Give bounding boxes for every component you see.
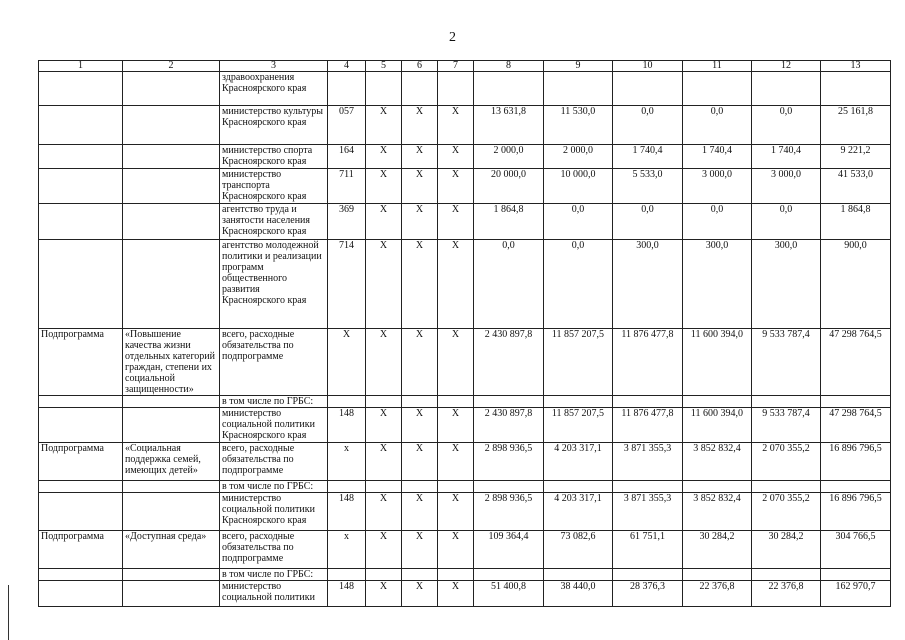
table-cell: 11 530,0 (544, 106, 613, 145)
table-cell: 162 970,7 (821, 581, 891, 607)
table-cell (366, 72, 402, 106)
table-cell: 9 533 787,4 (752, 408, 821, 443)
table-cell: 0,0 (683, 204, 752, 240)
table-cell: здравоохранения Красноярского края (220, 72, 328, 106)
table-cell: 3 000,0 (752, 169, 821, 204)
table-cell (438, 569, 474, 581)
table-cell: 51 400,8 (474, 581, 544, 607)
table-cell: Х (366, 240, 402, 329)
table-cell (752, 569, 821, 581)
header-cell: 13 (821, 61, 891, 72)
table-cell: министерство социальной политики Красноярского края (220, 493, 328, 531)
table-cell (683, 481, 752, 493)
table-cell: министерство спорта Красноярского края (220, 145, 328, 169)
table-cell: Х (402, 443, 438, 481)
table-cell: 2 070 355,2 (752, 493, 821, 531)
table-cell: 0,0 (613, 106, 683, 145)
table-cell: Подпрограмма (39, 329, 123, 396)
table-cell (821, 481, 891, 493)
table-cell (39, 72, 123, 106)
table-cell: министерство социальной политики (220, 581, 328, 607)
table-cell: 300,0 (613, 240, 683, 329)
table-cell: в том числе по ГРБС: (220, 569, 328, 581)
table-cell (39, 240, 123, 329)
table-cell: 3 852 832,4 (683, 443, 752, 481)
table-cell: 0,0 (544, 240, 613, 329)
table-cell: 2 430 897,8 (474, 408, 544, 443)
header-cell: 10 (613, 61, 683, 72)
table-cell: 16 896 796,5 (821, 493, 891, 531)
table-cell: 10 000,0 (544, 169, 613, 204)
table-cell: 25 161,8 (821, 106, 891, 145)
table-cell: Х (366, 204, 402, 240)
table-cell (366, 569, 402, 581)
table-cell: министерство культуры Красноярского края (220, 106, 328, 145)
table-cell: в том числе по ГРБС: (220, 396, 328, 408)
table-cell: в том числе по ГРБС: (220, 481, 328, 493)
table-cell: 1 740,4 (613, 145, 683, 169)
table-cell (39, 569, 123, 581)
table-cell: 0,0 (683, 106, 752, 145)
table-cell (683, 569, 752, 581)
table-cell: 0,0 (752, 204, 821, 240)
table-cell (39, 169, 123, 204)
table-cell: 3 871 355,3 (613, 493, 683, 531)
table-cell (39, 396, 123, 408)
table-cell (39, 493, 123, 531)
table-cell (123, 204, 220, 240)
table-cell: «Доступная среда» (123, 531, 220, 569)
table-cell: Х (438, 204, 474, 240)
header-cell: 12 (752, 61, 821, 72)
table-cell: 1 864,8 (821, 204, 891, 240)
table-cell (752, 396, 821, 408)
table-cell: Х (366, 493, 402, 531)
table-cell: 73 082,6 (544, 531, 613, 569)
table-cell (821, 72, 891, 106)
table-cell (821, 569, 891, 581)
table-cell (438, 72, 474, 106)
table-row (39, 329, 891, 396)
table-cell (123, 493, 220, 531)
table-cell: 38 440,0 (544, 581, 613, 607)
table-cell: Х (328, 329, 366, 396)
table-cell: 164 (328, 145, 366, 169)
table-cell: 11 876 477,8 (613, 408, 683, 443)
header-cell: 6 (402, 61, 438, 72)
table-cell: 148 (328, 408, 366, 443)
table-cell (123, 72, 220, 106)
table-cell: 20 000,0 (474, 169, 544, 204)
table-cell (123, 408, 220, 443)
table-cell (366, 396, 402, 408)
table-cell (123, 481, 220, 493)
table-cell: всего, расходные обязательства по подпрограмме (220, 443, 328, 481)
table-cell (39, 106, 123, 145)
table-cell: 109 364,4 (474, 531, 544, 569)
table-cell (402, 72, 438, 106)
table-cell (123, 145, 220, 169)
table-cell: Х (366, 169, 402, 204)
table-row (39, 581, 891, 607)
table-cell (123, 169, 220, 204)
table-cell: 0,0 (613, 204, 683, 240)
table-cell (123, 569, 220, 581)
table-cell: Х (366, 408, 402, 443)
table-cell: 2 898 936,5 (474, 443, 544, 481)
table-cell: Х (438, 493, 474, 531)
table-cell: 11 876 477,8 (613, 329, 683, 396)
table-cell: Х (402, 408, 438, 443)
table-cell: 0,0 (752, 106, 821, 145)
table-cell: Х (402, 493, 438, 531)
table-row (39, 240, 891, 329)
table-cell: 300,0 (752, 240, 821, 329)
table-cell (123, 396, 220, 408)
table-cell: Х (438, 408, 474, 443)
table-cell (123, 240, 220, 329)
header-cell: 7 (438, 61, 474, 72)
table-cell (544, 72, 613, 106)
table-cell (474, 481, 544, 493)
header-cell: 1 (39, 61, 123, 72)
table-cell (402, 569, 438, 581)
table-cell: 28 376,3 (613, 581, 683, 607)
table-cell (544, 481, 613, 493)
header-cell: 9 (544, 61, 613, 72)
table-cell: Х (366, 145, 402, 169)
table-cell (328, 72, 366, 106)
table-cell (328, 396, 366, 408)
table-cell: 0,0 (544, 204, 613, 240)
table-cell: 4 203 317,1 (544, 493, 613, 531)
table-cell: 057 (328, 106, 366, 145)
table-cell: Х (402, 581, 438, 607)
table-cell: Х (366, 443, 402, 481)
table-cell: «Социальная поддержка семей, имеющих детей» (123, 443, 220, 481)
table-cell (402, 396, 438, 408)
table-cell: 30 284,2 (752, 531, 821, 569)
header-cell: 3 (220, 61, 328, 72)
table-cell: агентство труда и занятости населения Красноярского края (220, 204, 328, 240)
table-cell (544, 569, 613, 581)
table-cell: Подпрограмма (39, 443, 123, 481)
table-cell (474, 569, 544, 581)
table-row (39, 531, 891, 569)
table-cell (123, 581, 220, 607)
table-cell: 9 533 787,4 (752, 329, 821, 396)
table-row (39, 396, 891, 408)
table-cell: х (328, 531, 366, 569)
table-cell (39, 145, 123, 169)
table-cell: 3 000,0 (683, 169, 752, 204)
table-cell: всего, расходные обязательства по подпрограмме (220, 329, 328, 396)
table-row (39, 481, 891, 493)
table-cell: Х (438, 443, 474, 481)
table-cell: 369 (328, 204, 366, 240)
table-cell (474, 72, 544, 106)
table-cell: 2 000,0 (544, 145, 613, 169)
header-cell: 5 (366, 61, 402, 72)
table-cell: 2 898 936,5 (474, 493, 544, 531)
table-cell: 4 203 317,1 (544, 443, 613, 481)
margin-line (8, 585, 9, 640)
table-cell (402, 481, 438, 493)
table-cell: 5 533,0 (613, 169, 683, 204)
table-cell (752, 481, 821, 493)
table-cell: 900,0 (821, 240, 891, 329)
header-cell: 2 (123, 61, 220, 72)
table-cell: 0,0 (474, 240, 544, 329)
table-cell: 2 070 355,2 (752, 443, 821, 481)
table-row (39, 493, 891, 531)
table-cell: 22 376,8 (683, 581, 752, 607)
page-number: 2 (449, 30, 456, 45)
header-cell: 4 (328, 61, 366, 72)
table-cell: министерство транспорта Красноярского края (220, 169, 328, 204)
table-cell (821, 396, 891, 408)
table-cell: Х (402, 240, 438, 329)
table-cell (613, 72, 683, 106)
table-cell: Х (438, 145, 474, 169)
table-row (39, 204, 891, 240)
table-row (39, 569, 891, 581)
table-cell: Х (402, 145, 438, 169)
table-row (39, 106, 891, 145)
budget-table (38, 60, 891, 607)
table-cell (438, 396, 474, 408)
table-cell: Х (402, 106, 438, 145)
table-cell (752, 72, 821, 106)
header-cell: 8 (474, 61, 544, 72)
table-cell: 3 871 355,3 (613, 443, 683, 481)
table-cell: 1 864,8 (474, 204, 544, 240)
table-cell: Х (438, 169, 474, 204)
table-cell: 300,0 (683, 240, 752, 329)
table-cell: 148 (328, 581, 366, 607)
header-row (39, 61, 891, 72)
table-cell (613, 481, 683, 493)
table-cell: х (328, 443, 366, 481)
table-cell (123, 106, 220, 145)
table-cell: Х (438, 240, 474, 329)
table-cell: 16 896 796,5 (821, 443, 891, 481)
table-cell: Х (402, 531, 438, 569)
table-cell (613, 569, 683, 581)
table-cell: «Повышение качества жизни отдельных категорий граждан, степени их социальной защищенности» (123, 329, 220, 396)
table-cell (39, 581, 123, 607)
table-cell: Х (366, 106, 402, 145)
table-cell: Х (366, 581, 402, 607)
table-cell: 47 298 764,5 (821, 329, 891, 396)
table-row (39, 443, 891, 481)
table-cell: 11 857 207,5 (544, 408, 613, 443)
table-cell: 3 852 832,4 (683, 493, 752, 531)
table-cell: 9 221,2 (821, 145, 891, 169)
table-cell: 1 740,4 (683, 145, 752, 169)
table-cell (328, 569, 366, 581)
table-cell: министерство социальной политики Красноярского края (220, 408, 328, 443)
table-cell: Х (366, 531, 402, 569)
table-cell (39, 204, 123, 240)
table-cell: 2 430 897,8 (474, 329, 544, 396)
table-cell: Х (438, 106, 474, 145)
table-cell (544, 396, 613, 408)
table-cell: 22 376,8 (752, 581, 821, 607)
table-cell: 148 (328, 493, 366, 531)
table-cell: Х (402, 169, 438, 204)
table-cell (613, 396, 683, 408)
table-cell: 714 (328, 240, 366, 329)
table-cell: 711 (328, 169, 366, 204)
table-cell (683, 72, 752, 106)
table-cell: 41 533,0 (821, 169, 891, 204)
table-cell (328, 481, 366, 493)
table-cell: 61 751,1 (613, 531, 683, 569)
table-row (39, 408, 891, 443)
table-cell: Х (438, 581, 474, 607)
table-cell (683, 396, 752, 408)
table-row (39, 145, 891, 169)
table-cell (39, 481, 123, 493)
header-cell: 11 (683, 61, 752, 72)
table-cell: 30 284,2 (683, 531, 752, 569)
table-cell: 11 600 394,0 (683, 329, 752, 396)
table-cell: Х (402, 204, 438, 240)
table-cell: 13 631,8 (474, 106, 544, 145)
table-cell (438, 481, 474, 493)
table-cell (474, 396, 544, 408)
table-row (39, 72, 891, 106)
table-cell: Х (402, 329, 438, 396)
table-cell: агентство молодежной политики и реализации программ общественного развития Красноярского края (220, 240, 328, 329)
table-cell: Х (438, 329, 474, 396)
table-cell (366, 481, 402, 493)
table-cell: всего, расходные обязательства по подпрограмме (220, 531, 328, 569)
table-cell: Подпрограмма (39, 531, 123, 569)
table-cell: 1 740,4 (752, 145, 821, 169)
table-cell: 11 857 207,5 (544, 329, 613, 396)
table-cell: 304 766,5 (821, 531, 891, 569)
table-cell: Х (366, 329, 402, 396)
table-row (39, 169, 891, 204)
table-cell: Х (438, 531, 474, 569)
table-cell: 11 600 394,0 (683, 408, 752, 443)
table-cell: 2 000,0 (474, 145, 544, 169)
table-cell: 47 298 764,5 (821, 408, 891, 443)
table-cell (39, 408, 123, 443)
